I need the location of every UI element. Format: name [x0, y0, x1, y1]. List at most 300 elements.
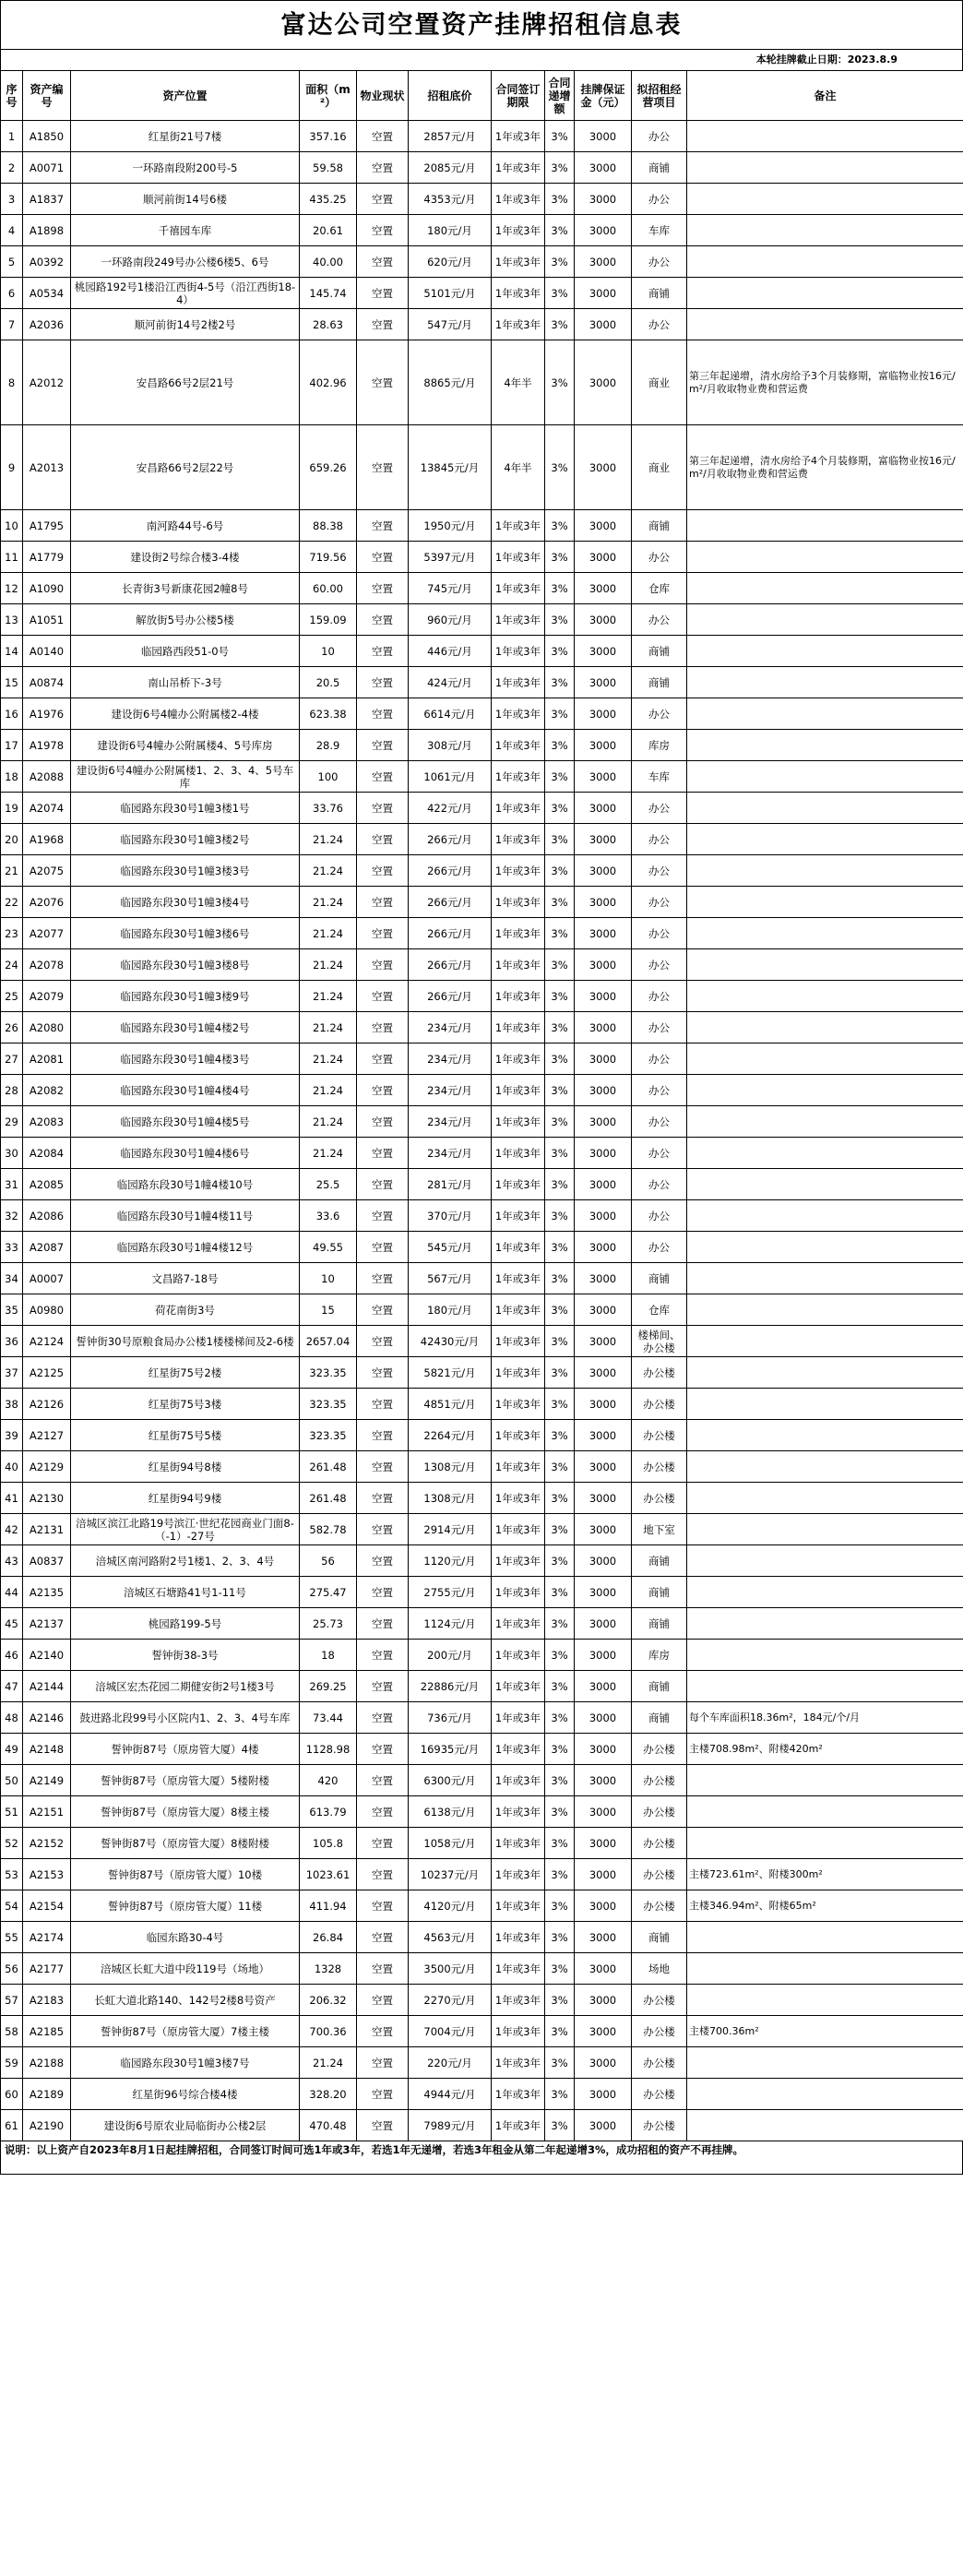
business-type-cell: 办公楼: [632, 1357, 687, 1389]
business-type-cell: 办公: [632, 887, 687, 918]
contract-term-cell: 1年或3年: [492, 1263, 545, 1294]
deposit-cell: 3000: [575, 309, 632, 340]
table-row: [1, 425, 963, 510]
contract-term-cell: 1年或3年: [492, 1012, 545, 1044]
contract-term-cell: 1年或3年: [492, 793, 545, 824]
asset-code-cell: A0007: [23, 1263, 71, 1294]
deposit-cell: 3000: [575, 887, 632, 918]
area-cell: 40.00: [300, 246, 357, 278]
table-row: [1, 981, 963, 1012]
asset-location-cell: 誓钟街87号（原房管大厦）5楼附楼: [71, 1765, 300, 1796]
row-number-cell: 33: [1, 1232, 23, 1263]
table-row: [1, 1263, 963, 1294]
contract-term-cell: 1年或3年: [492, 1577, 545, 1608]
business-type-cell: 商铺: [632, 1922, 687, 1953]
asset-table: [0, 70, 963, 2141]
business-type-cell: 商铺: [632, 1608, 687, 1640]
base-rent-cell: 266元/月: [409, 855, 492, 887]
property-status-cell: 空置: [357, 636, 409, 667]
asset-code-cell: A1837: [23, 184, 71, 215]
contract-term-cell: 1年或3年: [492, 1545, 545, 1577]
base-rent-cell: 370元/月: [409, 1200, 492, 1232]
contract-term-cell: 4年半: [492, 340, 545, 425]
asset-location-cell: 临园路西段51-0号: [71, 636, 300, 667]
area-cell: 21.24: [300, 1106, 357, 1138]
property-status-cell: 空置: [357, 1357, 409, 1389]
asset-code-cell: A1978: [23, 730, 71, 761]
remarks-cell: [687, 1294, 963, 1326]
column-header: 面积（m²）: [300, 71, 357, 121]
area-cell: 328.20: [300, 2079, 357, 2110]
area-cell: 21.24: [300, 1138, 357, 1169]
property-status-cell: 空置: [357, 667, 409, 698]
asset-code-cell: A2075: [23, 855, 71, 887]
remarks-cell: [687, 730, 963, 761]
asset-location-cell: 顺河前街14号6楼: [71, 184, 300, 215]
business-type-cell: 办公楼: [632, 1859, 687, 1890]
contract-term-cell: 1年或3年: [492, 1169, 545, 1200]
contract-term-cell: 1年或3年: [492, 1671, 545, 1702]
base-rent-cell: 4353元/月: [409, 184, 492, 215]
area-cell: 659.26: [300, 425, 357, 510]
table-row: [1, 340, 963, 425]
business-type-cell: 办公楼: [632, 1765, 687, 1796]
asset-location-cell: 誓钟街87号（原房管大厦）7楼主楼: [71, 2016, 300, 2047]
contract-increment-cell: 3%: [545, 604, 575, 636]
base-rent-cell: 2085元/月: [409, 152, 492, 184]
deposit-cell: 3000: [575, 278, 632, 309]
table-row: [1, 1671, 963, 1702]
contract-increment-cell: 3%: [545, 152, 575, 184]
deposit-cell: 3000: [575, 1326, 632, 1357]
area-cell: 26.84: [300, 1922, 357, 1953]
contract-term-cell: 1年或3年: [492, 604, 545, 636]
asset-location-cell: 荷花南街3号: [71, 1294, 300, 1326]
remarks-cell: [687, 1545, 963, 1577]
contract-increment-cell: 3%: [545, 1232, 575, 1263]
row-number-cell: 38: [1, 1389, 23, 1420]
area-cell: 20.5: [300, 667, 357, 698]
asset-code-cell: A0392: [23, 246, 71, 278]
remarks-cell: [687, 824, 963, 855]
row-number-cell: 49: [1, 1734, 23, 1765]
remarks-cell: [687, 573, 963, 604]
table-row: [1, 215, 963, 246]
deposit-cell: 3000: [575, 730, 632, 761]
property-status-cell: 空置: [357, 1985, 409, 2016]
base-rent-cell: 234元/月: [409, 1075, 492, 1106]
area-cell: 21.24: [300, 949, 357, 981]
row-number-cell: 14: [1, 636, 23, 667]
base-rent-cell: 266元/月: [409, 981, 492, 1012]
property-status-cell: 空置: [357, 152, 409, 184]
business-type-cell: 办公: [632, 1169, 687, 1200]
table-row: [1, 918, 963, 949]
property-status-cell: 空置: [357, 824, 409, 855]
asset-code-cell: A1090: [23, 573, 71, 604]
deposit-cell: 3000: [575, 1765, 632, 1796]
remarks-cell: 主楼346.94m²、附楼65m²: [687, 1890, 963, 1922]
remarks-cell: 第三年起递增，清水房给予4个月装修期，富临物业按16元/m²/月收取物业费和营运费: [687, 425, 963, 510]
column-header: 拟招租经营项目: [632, 71, 687, 121]
base-rent-cell: 2270元/月: [409, 1985, 492, 2016]
contract-increment-cell: 3%: [545, 1200, 575, 1232]
asset-location-cell: 顺河前街14号2楼2号: [71, 309, 300, 340]
asset-code-cell: A2079: [23, 981, 71, 1012]
asset-code-cell: A2076: [23, 887, 71, 918]
base-rent-cell: 2264元/月: [409, 1420, 492, 1451]
area-cell: 25.73: [300, 1608, 357, 1640]
table-row: [1, 604, 963, 636]
area-cell: 206.32: [300, 1985, 357, 2016]
row-number-cell: 60: [1, 2079, 23, 2110]
row-number-cell: 4: [1, 215, 23, 246]
asset-location-cell: 千禧园车库: [71, 215, 300, 246]
area-cell: 21.24: [300, 1075, 357, 1106]
remarks-cell: [687, 1420, 963, 1451]
business-type-cell: 办公: [632, 1075, 687, 1106]
area-cell: 28.63: [300, 309, 357, 340]
table-row: [1, 1326, 963, 1357]
base-rent-cell: 567元/月: [409, 1263, 492, 1294]
asset-location-cell: 红星街75号2楼: [71, 1357, 300, 1389]
row-number-cell: 45: [1, 1608, 23, 1640]
property-status-cell: 空置: [357, 2047, 409, 2079]
remarks-cell: [687, 761, 963, 793]
property-status-cell: 空置: [357, 1545, 409, 1577]
row-number-cell: 13: [1, 604, 23, 636]
remarks-cell: [687, 1922, 963, 1953]
asset-code-cell: A1976: [23, 698, 71, 730]
deposit-cell: 3000: [575, 824, 632, 855]
table-row: [1, 184, 963, 215]
contract-term-cell: 1年或3年: [492, 981, 545, 1012]
business-type-cell: 办公楼: [632, 1890, 687, 1922]
base-rent-cell: 42430元/月: [409, 1326, 492, 1357]
table-row: [1, 246, 963, 278]
asset-location-cell: 建设街6号4幢办公附属楼2-4楼: [71, 698, 300, 730]
area-cell: 719.56: [300, 542, 357, 573]
row-number-cell: 10: [1, 510, 23, 542]
asset-location-cell: 临园路东段30号1幢3楼8号: [71, 949, 300, 981]
remarks-cell: [687, 1075, 963, 1106]
table-row: [1, 949, 963, 981]
deposit-cell: 3000: [575, 1640, 632, 1671]
table-row: [1, 1294, 963, 1326]
contract-term-cell: 1年或3年: [492, 1106, 545, 1138]
row-number-cell: 36: [1, 1326, 23, 1357]
asset-location-cell: 安昌路66号2层21号: [71, 340, 300, 425]
deposit-cell: 3000: [575, 1702, 632, 1734]
contract-term-cell: 1年或3年: [492, 1765, 545, 1796]
contract-term-cell: 1年或3年: [492, 1294, 545, 1326]
asset-code-cell: A0140: [23, 636, 71, 667]
base-rent-cell: 1061元/月: [409, 761, 492, 793]
row-number-cell: 8: [1, 340, 23, 425]
property-status-cell: 空置: [357, 1859, 409, 1890]
area-cell: 49.55: [300, 1232, 357, 1263]
deposit-cell: 3000: [575, 1859, 632, 1890]
asset-location-cell: 红星街96号综合楼4楼: [71, 2079, 300, 2110]
base-rent-cell: 6614元/月: [409, 698, 492, 730]
deposit-cell: 3000: [575, 184, 632, 215]
contract-increment-cell: 3%: [545, 1765, 575, 1796]
property-status-cell: 空置: [357, 1922, 409, 1953]
table-row: [1, 1075, 963, 1106]
base-rent-cell: 1950元/月: [409, 510, 492, 542]
contract-increment-cell: 3%: [545, 573, 575, 604]
remarks-cell: [687, 215, 963, 246]
asset-location-cell: 誓钟街87号（原房管大厦）8楼主楼: [71, 1796, 300, 1828]
remarks-cell: [687, 1044, 963, 1075]
base-rent-cell: 8865元/月: [409, 340, 492, 425]
row-number-cell: 25: [1, 981, 23, 1012]
area-cell: 435.25: [300, 184, 357, 215]
contract-increment-cell: 3%: [545, 2110, 575, 2141]
remarks-cell: [687, 1263, 963, 1294]
contract-term-cell: 1年或3年: [492, 698, 545, 730]
base-rent-cell: 7004元/月: [409, 2016, 492, 2047]
deposit-cell: 3000: [575, 1796, 632, 1828]
deposit-cell: 3000: [575, 1389, 632, 1420]
remarks-cell: [687, 1953, 963, 1985]
contract-increment-cell: 3%: [545, 1640, 575, 1671]
property-status-cell: 空置: [357, 246, 409, 278]
remarks-cell: [687, 1765, 963, 1796]
asset-location-cell: 文昌路7-18号: [71, 1263, 300, 1294]
business-type-cell: 商铺: [632, 667, 687, 698]
remarks-cell: [687, 981, 963, 1012]
asset-code-cell: A2085: [23, 1169, 71, 1200]
base-rent-cell: 10237元/月: [409, 1859, 492, 1890]
contract-term-cell: 1年或3年: [492, 2079, 545, 2110]
contract-increment-cell: 3%: [545, 1483, 575, 1514]
base-rent-cell: 446元/月: [409, 636, 492, 667]
asset-location-cell: 临园路东段30号1幢3楼6号: [71, 918, 300, 949]
property-status-cell: 空置: [357, 1953, 409, 1985]
row-number-cell: 39: [1, 1420, 23, 1451]
area-cell: 1023.61: [300, 1859, 357, 1890]
asset-location-cell: 誓钟街30号原粮食局办公楼1楼楼梯间及2-6楼: [71, 1326, 300, 1357]
business-type-cell: 库房: [632, 1640, 687, 1671]
contract-increment-cell: 3%: [545, 121, 575, 152]
business-type-cell: 商铺: [632, 636, 687, 667]
business-type-cell: 商铺: [632, 278, 687, 309]
contract-term-cell: 1年或3年: [492, 1075, 545, 1106]
asset-location-cell: 涪城区宏杰花园二期健安街2号1楼3号: [71, 1671, 300, 1702]
remarks-cell: [687, 2079, 963, 2110]
asset-location-cell: 长青街3号新康花园2幢8号: [71, 573, 300, 604]
deposit-cell: 3000: [575, 215, 632, 246]
deposit-cell: 3000: [575, 761, 632, 793]
contract-term-cell: 1年或3年: [492, 121, 545, 152]
remarks-cell: [687, 793, 963, 824]
table-row: [1, 1545, 963, 1577]
base-rent-cell: 4563元/月: [409, 1922, 492, 1953]
contract-term-cell: 1年或3年: [492, 855, 545, 887]
deposit-cell: 3000: [575, 1169, 632, 1200]
property-status-cell: 空置: [357, 1483, 409, 1514]
row-number-cell: 56: [1, 1953, 23, 1985]
table-row: [1, 1514, 963, 1545]
contract-increment-cell: 3%: [545, 761, 575, 793]
remarks-cell: [687, 1985, 963, 2016]
asset-location-cell: 建设街2号综合楼3-4楼: [71, 542, 300, 573]
asset-location-cell: 解放街5号办公楼5楼: [71, 604, 300, 636]
asset-code-cell: A2185: [23, 2016, 71, 2047]
deposit-cell: 3000: [575, 2016, 632, 2047]
asset-code-cell: A2129: [23, 1451, 71, 1483]
contract-increment-cell: 3%: [545, 1044, 575, 1075]
contract-increment-cell: 3%: [545, 1326, 575, 1357]
asset-location-cell: 长虹大道北路140、142号2楼8号资产: [71, 1985, 300, 2016]
base-rent-cell: 266元/月: [409, 887, 492, 918]
remarks-cell: [687, 1451, 963, 1483]
remarks-cell: [687, 1796, 963, 1828]
property-status-cell: 空置: [357, 1640, 409, 1671]
deposit-cell: 3000: [575, 1514, 632, 1545]
base-rent-cell: 13845元/月: [409, 425, 492, 510]
business-type-cell: 办公楼: [632, 1389, 687, 1420]
business-type-cell: 办公: [632, 121, 687, 152]
base-rent-cell: 266元/月: [409, 949, 492, 981]
property-status-cell: 空置: [357, 184, 409, 215]
contract-increment-cell: 3%: [545, 1138, 575, 1169]
contract-term-cell: 1年或3年: [492, 1389, 545, 1420]
contract-increment-cell: 3%: [545, 1734, 575, 1765]
table-body: [1, 121, 963, 2141]
contract-term-cell: 1年或3年: [492, 573, 545, 604]
property-status-cell: 空置: [357, 1796, 409, 1828]
remarks-cell: 第三年起递增，清水房给予3个月装修期，富临物业按16元/m²/月收取物业费和营运费: [687, 340, 963, 425]
row-number-cell: 40: [1, 1451, 23, 1483]
row-number-cell: 41: [1, 1483, 23, 1514]
contract-term-cell: 1年或3年: [492, 1890, 545, 1922]
row-number-cell: 31: [1, 1169, 23, 1200]
deposit-cell: 3000: [575, 2047, 632, 2079]
property-status-cell: 空置: [357, 1263, 409, 1294]
contract-increment-cell: 3%: [545, 1389, 575, 1420]
asset-location-cell: 红星街75号3楼: [71, 1389, 300, 1420]
area-cell: 275.47: [300, 1577, 357, 1608]
base-rent-cell: 1124元/月: [409, 1608, 492, 1640]
asset-code-cell: A2154: [23, 1890, 71, 1922]
base-rent-cell: 234元/月: [409, 1138, 492, 1169]
row-number-cell: 47: [1, 1671, 23, 1702]
row-number-cell: 5: [1, 246, 23, 278]
remarks-cell: [687, 184, 963, 215]
asset-code-cell: A2137: [23, 1608, 71, 1640]
contract-term-cell: 1年或3年: [492, 510, 545, 542]
area-cell: 59.58: [300, 152, 357, 184]
remarks-cell: [687, 949, 963, 981]
remarks-cell: [687, 1577, 963, 1608]
deposit-cell: 3000: [575, 542, 632, 573]
deposit-cell: 3000: [575, 246, 632, 278]
contract-increment-cell: 3%: [545, 1796, 575, 1828]
business-type-cell: 办公: [632, 1044, 687, 1075]
table-row: [1, 1138, 963, 1169]
area-cell: 613.79: [300, 1796, 357, 1828]
contract-term-cell: 1年或3年: [492, 1200, 545, 1232]
property-status-cell: 空置: [357, 761, 409, 793]
base-rent-cell: 281元/月: [409, 1169, 492, 1200]
contract-term-cell: 1年或3年: [492, 667, 545, 698]
property-status-cell: 空置: [357, 887, 409, 918]
base-rent-cell: 7989元/月: [409, 2110, 492, 2141]
table-row: [1, 1640, 963, 1671]
deposit-cell: 3000: [575, 2079, 632, 2110]
business-type-cell: 办公: [632, 824, 687, 855]
asset-location-cell: 建设街6号4幢办公附属楼4、5号库房: [71, 730, 300, 761]
asset-code-cell: A0534: [23, 278, 71, 309]
row-number-cell: 48: [1, 1702, 23, 1734]
base-rent-cell: 547元/月: [409, 309, 492, 340]
area-cell: 100: [300, 761, 357, 793]
table-header-row: [1, 71, 963, 121]
row-number-cell: 6: [1, 278, 23, 309]
asset-location-cell: 临园路东段30号1幢3楼1号: [71, 793, 300, 824]
contract-increment-cell: 3%: [545, 2016, 575, 2047]
remarks-cell: [687, 855, 963, 887]
contract-term-cell: 1年或3年: [492, 152, 545, 184]
asset-code-cell: A2084: [23, 1138, 71, 1169]
contract-term-cell: 1年或3年: [492, 1326, 545, 1357]
property-status-cell: 空置: [357, 1608, 409, 1640]
base-rent-cell: 200元/月: [409, 1640, 492, 1671]
contract-term-cell: 1年或3年: [492, 1796, 545, 1828]
asset-location-cell: 南山吊桥下-3号: [71, 667, 300, 698]
contract-term-cell: 1年或3年: [492, 1044, 545, 1075]
remarks-cell: [687, 309, 963, 340]
area-cell: 10: [300, 636, 357, 667]
contract-term-cell: 1年或3年: [492, 1702, 545, 1734]
contract-term-cell: 1年或3年: [492, 1640, 545, 1671]
remarks-cell: [687, 121, 963, 152]
contract-increment-cell: 3%: [545, 730, 575, 761]
table-row: [1, 1389, 963, 1420]
remarks-cell: [687, 667, 963, 698]
asset-code-cell: A2135: [23, 1577, 71, 1608]
base-rent-cell: 4944元/月: [409, 2079, 492, 2110]
asset-location-cell: 临园路东段30号1幢3楼2号: [71, 824, 300, 855]
contract-increment-cell: 3%: [545, 855, 575, 887]
table-row: [1, 855, 963, 887]
table-row: [1, 1357, 963, 1389]
table-row: [1, 761, 963, 793]
remarks-cell: [687, 542, 963, 573]
row-number-cell: 21: [1, 855, 23, 887]
contract-term-cell: 1年或3年: [492, 1859, 545, 1890]
table-row: [1, 121, 963, 152]
remarks-cell: [687, 278, 963, 309]
deposit-cell: 3000: [575, 1075, 632, 1106]
asset-location-cell: 桃园路199-5号: [71, 1608, 300, 1640]
contract-increment-cell: 3%: [545, 340, 575, 425]
property-status-cell: 空置: [357, 1012, 409, 1044]
property-status-cell: 空置: [357, 340, 409, 425]
remarks-cell: [687, 698, 963, 730]
area-cell: 28.9: [300, 730, 357, 761]
deposit-cell: 3000: [575, 1483, 632, 1514]
row-number-cell: 51: [1, 1796, 23, 1828]
contract-increment-cell: 3%: [545, 1357, 575, 1389]
business-type-cell: 办公楼: [632, 2079, 687, 2110]
contract-term-cell: 1年或3年: [492, 824, 545, 855]
contract-term-cell: 1年或3年: [492, 1232, 545, 1263]
area-cell: 33.76: [300, 793, 357, 824]
table-row: [1, 1483, 963, 1514]
